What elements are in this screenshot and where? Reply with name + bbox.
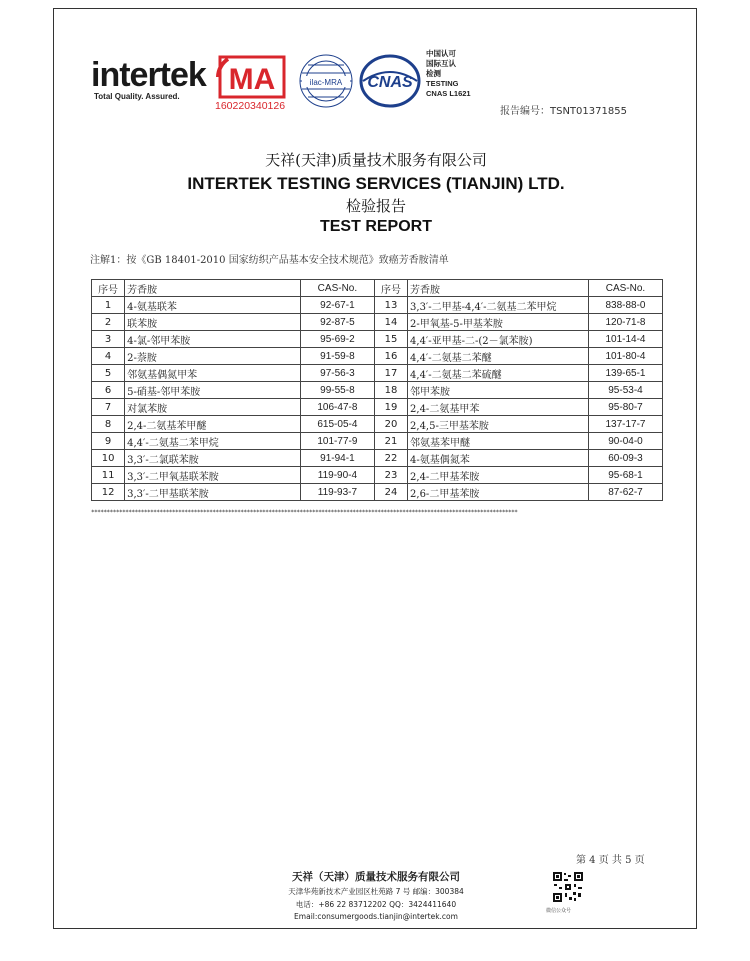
row-no: 19 xyxy=(374,399,407,416)
header-amine: 芳香胺 xyxy=(408,280,589,297)
cas-number: 60-09-3 xyxy=(588,450,662,467)
cert-line: TESTING xyxy=(426,79,459,88)
amine-name: 3,3′-二甲基-4,4′-二氨基二苯甲烷 xyxy=(408,297,589,314)
cas-number: 838-88-0 xyxy=(588,297,662,314)
amine-name: 邻氨基苯甲醚 xyxy=(408,433,589,450)
cas-number: 119-93-7 xyxy=(300,484,374,501)
amine-name: 联苯胺 xyxy=(125,314,301,331)
amine-name: 4-氯-邻甲苯胺 xyxy=(125,331,301,348)
table-header-row xyxy=(92,280,663,297)
table-row xyxy=(92,399,663,416)
report-number xyxy=(500,102,627,117)
amine-name: 5-硝基-邻甲苯胺 xyxy=(125,382,301,399)
amine-name: 2,4-二氨基苯甲醚 xyxy=(125,416,301,433)
table-row xyxy=(92,297,663,314)
cas-number: 99-55-8 xyxy=(300,382,374,399)
cas-number: 137-17-7 xyxy=(588,416,662,433)
row-no: 11 xyxy=(92,467,125,484)
cas-number: 95-53-4 xyxy=(588,382,662,399)
cas-number: 119-90-4 xyxy=(300,467,374,484)
company-title-en: INTERTEK TESTING SERVICES (TIANJIN) LTD. xyxy=(187,174,565,193)
footer-email: Email:consumergoods.tianjin@intertek.com xyxy=(294,912,458,921)
amine-name: 2,4,5-三甲基苯胺 xyxy=(408,416,589,433)
table-body xyxy=(92,297,663,501)
table-row xyxy=(92,450,663,467)
row-no: 2 xyxy=(92,314,125,331)
table-note: 注解1：按《GB 18401-2010 国家纺织产品基本安全技术规范》致癌芳香胺清单 xyxy=(90,255,449,266)
cas-number: 91-94-1 xyxy=(300,450,374,467)
cas-number: 87-62-7 xyxy=(588,484,662,501)
footer xyxy=(54,869,698,921)
amine-name: 3,3′-二氯联苯胺 xyxy=(125,450,301,467)
cas-number: 97-56-3 xyxy=(300,365,374,382)
row-no: 3 xyxy=(92,331,125,348)
row-no: 23 xyxy=(374,467,407,484)
brand-name: intertek xyxy=(91,56,206,94)
cas-number: 95-68-1 xyxy=(588,467,662,484)
amine-name: 4,4′-二氨基二苯醚 xyxy=(408,348,589,365)
amine-name: 4-氨基联苯 xyxy=(125,297,301,314)
qr-code-label: 微信公众号 xyxy=(546,908,572,914)
table-row xyxy=(92,433,663,450)
amine-name: 4-氨基偶氮苯 xyxy=(408,450,589,467)
cas-number: 101-14-4 xyxy=(588,331,662,348)
row-no: 14 xyxy=(374,314,407,331)
amine-name: 2-萘胺 xyxy=(125,348,301,365)
row-no: 24 xyxy=(374,484,407,501)
brand-tagline: Total Quality. Assured. xyxy=(94,92,180,101)
cas-number: 101-80-4 xyxy=(588,348,662,365)
footer-address: 天津华苑新技术产业园区杜苑路 7 号 邮编：300384 xyxy=(288,887,464,896)
amine-name: 2,4-二甲基苯胺 xyxy=(408,467,589,484)
report-title-cn: 检验报告 xyxy=(345,197,406,215)
row-no: 9 xyxy=(92,433,125,450)
table-row xyxy=(92,314,663,331)
footer-company: 天祥（天津）质量技术服务有限公司 xyxy=(292,871,460,883)
cert-line: 国际互认 xyxy=(426,59,456,68)
report-title-en: TEST REPORT xyxy=(319,218,432,235)
row-no: 21 xyxy=(374,433,407,450)
table-row xyxy=(92,331,663,348)
row-no: 13 xyxy=(374,297,407,314)
header-no: 序号 xyxy=(92,280,125,297)
row-no: 12 xyxy=(92,484,125,501)
end-of-table-marker: ***************************************************************************************************************************************** xyxy=(91,509,518,516)
row-no: 10 xyxy=(92,450,125,467)
table-row xyxy=(92,348,663,365)
qr-code-icon xyxy=(552,871,584,903)
row-no: 7 xyxy=(92,399,125,416)
cas-number: 91-59-8 xyxy=(300,348,374,365)
header-no: 序号 xyxy=(374,280,407,297)
row-no: 6 xyxy=(92,382,125,399)
row-no: 1 xyxy=(92,297,125,314)
aromatic-amine-table xyxy=(91,279,663,501)
row-no: 22 xyxy=(374,450,407,467)
row-no: 17 xyxy=(374,365,407,382)
amine-name: 邻氨基偶氮甲苯 xyxy=(125,365,301,382)
cas-number: 95-69-2 xyxy=(300,331,374,348)
row-no: 16 xyxy=(374,348,407,365)
header-amine: 芳香胺 xyxy=(125,280,301,297)
report-no-label: 报告编号： xyxy=(500,106,550,117)
row-no: 15 xyxy=(374,331,407,348)
cas-number: 120-71-8 xyxy=(588,314,662,331)
row-no: 20 xyxy=(374,416,407,433)
header-cas: CAS-No. xyxy=(300,280,374,297)
cas-number: 92-87-5 xyxy=(300,314,374,331)
page-counter: 第 4 页 共 5 页 xyxy=(576,855,645,866)
amine-name: 2-甲氧基-5-甲基苯胺 xyxy=(408,314,589,331)
cnas-logo-icon xyxy=(359,53,421,109)
cas-number: 101-77-9 xyxy=(300,433,374,450)
amine-name: 邻甲苯胺 xyxy=(408,382,589,399)
cas-number: 106-47-8 xyxy=(300,399,374,416)
company-title-cn: 天祥(天津)质量技术服务有限公司 xyxy=(265,151,487,169)
cnas-cert-text xyxy=(426,49,471,99)
intertek-logo xyxy=(91,56,206,95)
svg-text:CNAS: CNAS xyxy=(367,74,413,91)
table-row xyxy=(92,365,663,382)
cma-mark-icon xyxy=(214,51,290,103)
row-no: 8 xyxy=(92,416,125,433)
svg-text:MA: MA xyxy=(228,63,276,96)
table-row xyxy=(92,484,663,501)
cert-line: CNAS L1621 xyxy=(426,89,471,98)
report-no-value: TSNT01371855 xyxy=(550,106,627,117)
cas-number: 90-04-0 xyxy=(588,433,662,450)
svg-text:ilac-MRA: ilac-MRA xyxy=(309,78,343,87)
table-row xyxy=(92,416,663,433)
report-page xyxy=(53,8,697,929)
table-row xyxy=(92,467,663,484)
header-cas: CAS-No. xyxy=(588,280,662,297)
cas-number: 92-67-1 xyxy=(300,297,374,314)
amine-name: 3,3′-二甲基联苯胺 xyxy=(125,484,301,501)
row-no: 5 xyxy=(92,365,125,382)
cma-number: 160220340126 xyxy=(215,100,286,112)
row-no: 18 xyxy=(374,382,407,399)
row-no: 4 xyxy=(92,348,125,365)
amine-name: 3,3′-二甲氧基联苯胺 xyxy=(125,467,301,484)
amine-name: 2,4-二氨基甲苯 xyxy=(408,399,589,416)
amine-name: 对氯苯胺 xyxy=(125,399,301,416)
cas-number: 139-65-1 xyxy=(588,365,662,382)
cert-line: 中国认可 xyxy=(426,49,456,58)
ilac-mra-logo-icon xyxy=(296,51,356,113)
amine-name: 2,6-二甲基苯胺 xyxy=(408,484,589,501)
amine-name: 4,4′-二氨基二苯甲烷 xyxy=(125,433,301,450)
amine-name: 4,4′-亚甲基-二-(2－氯苯胺) xyxy=(408,331,589,348)
cas-number: 95-80-7 xyxy=(588,399,662,416)
amine-name: 4,4′-二氨基二苯硫醚 xyxy=(408,365,589,382)
cas-number: 615-05-4 xyxy=(300,416,374,433)
footer-phone: 电话：+86 22 83712202 QQ：3424411640 xyxy=(295,900,457,909)
cert-line: 检测 xyxy=(426,69,441,78)
table-row xyxy=(92,382,663,399)
